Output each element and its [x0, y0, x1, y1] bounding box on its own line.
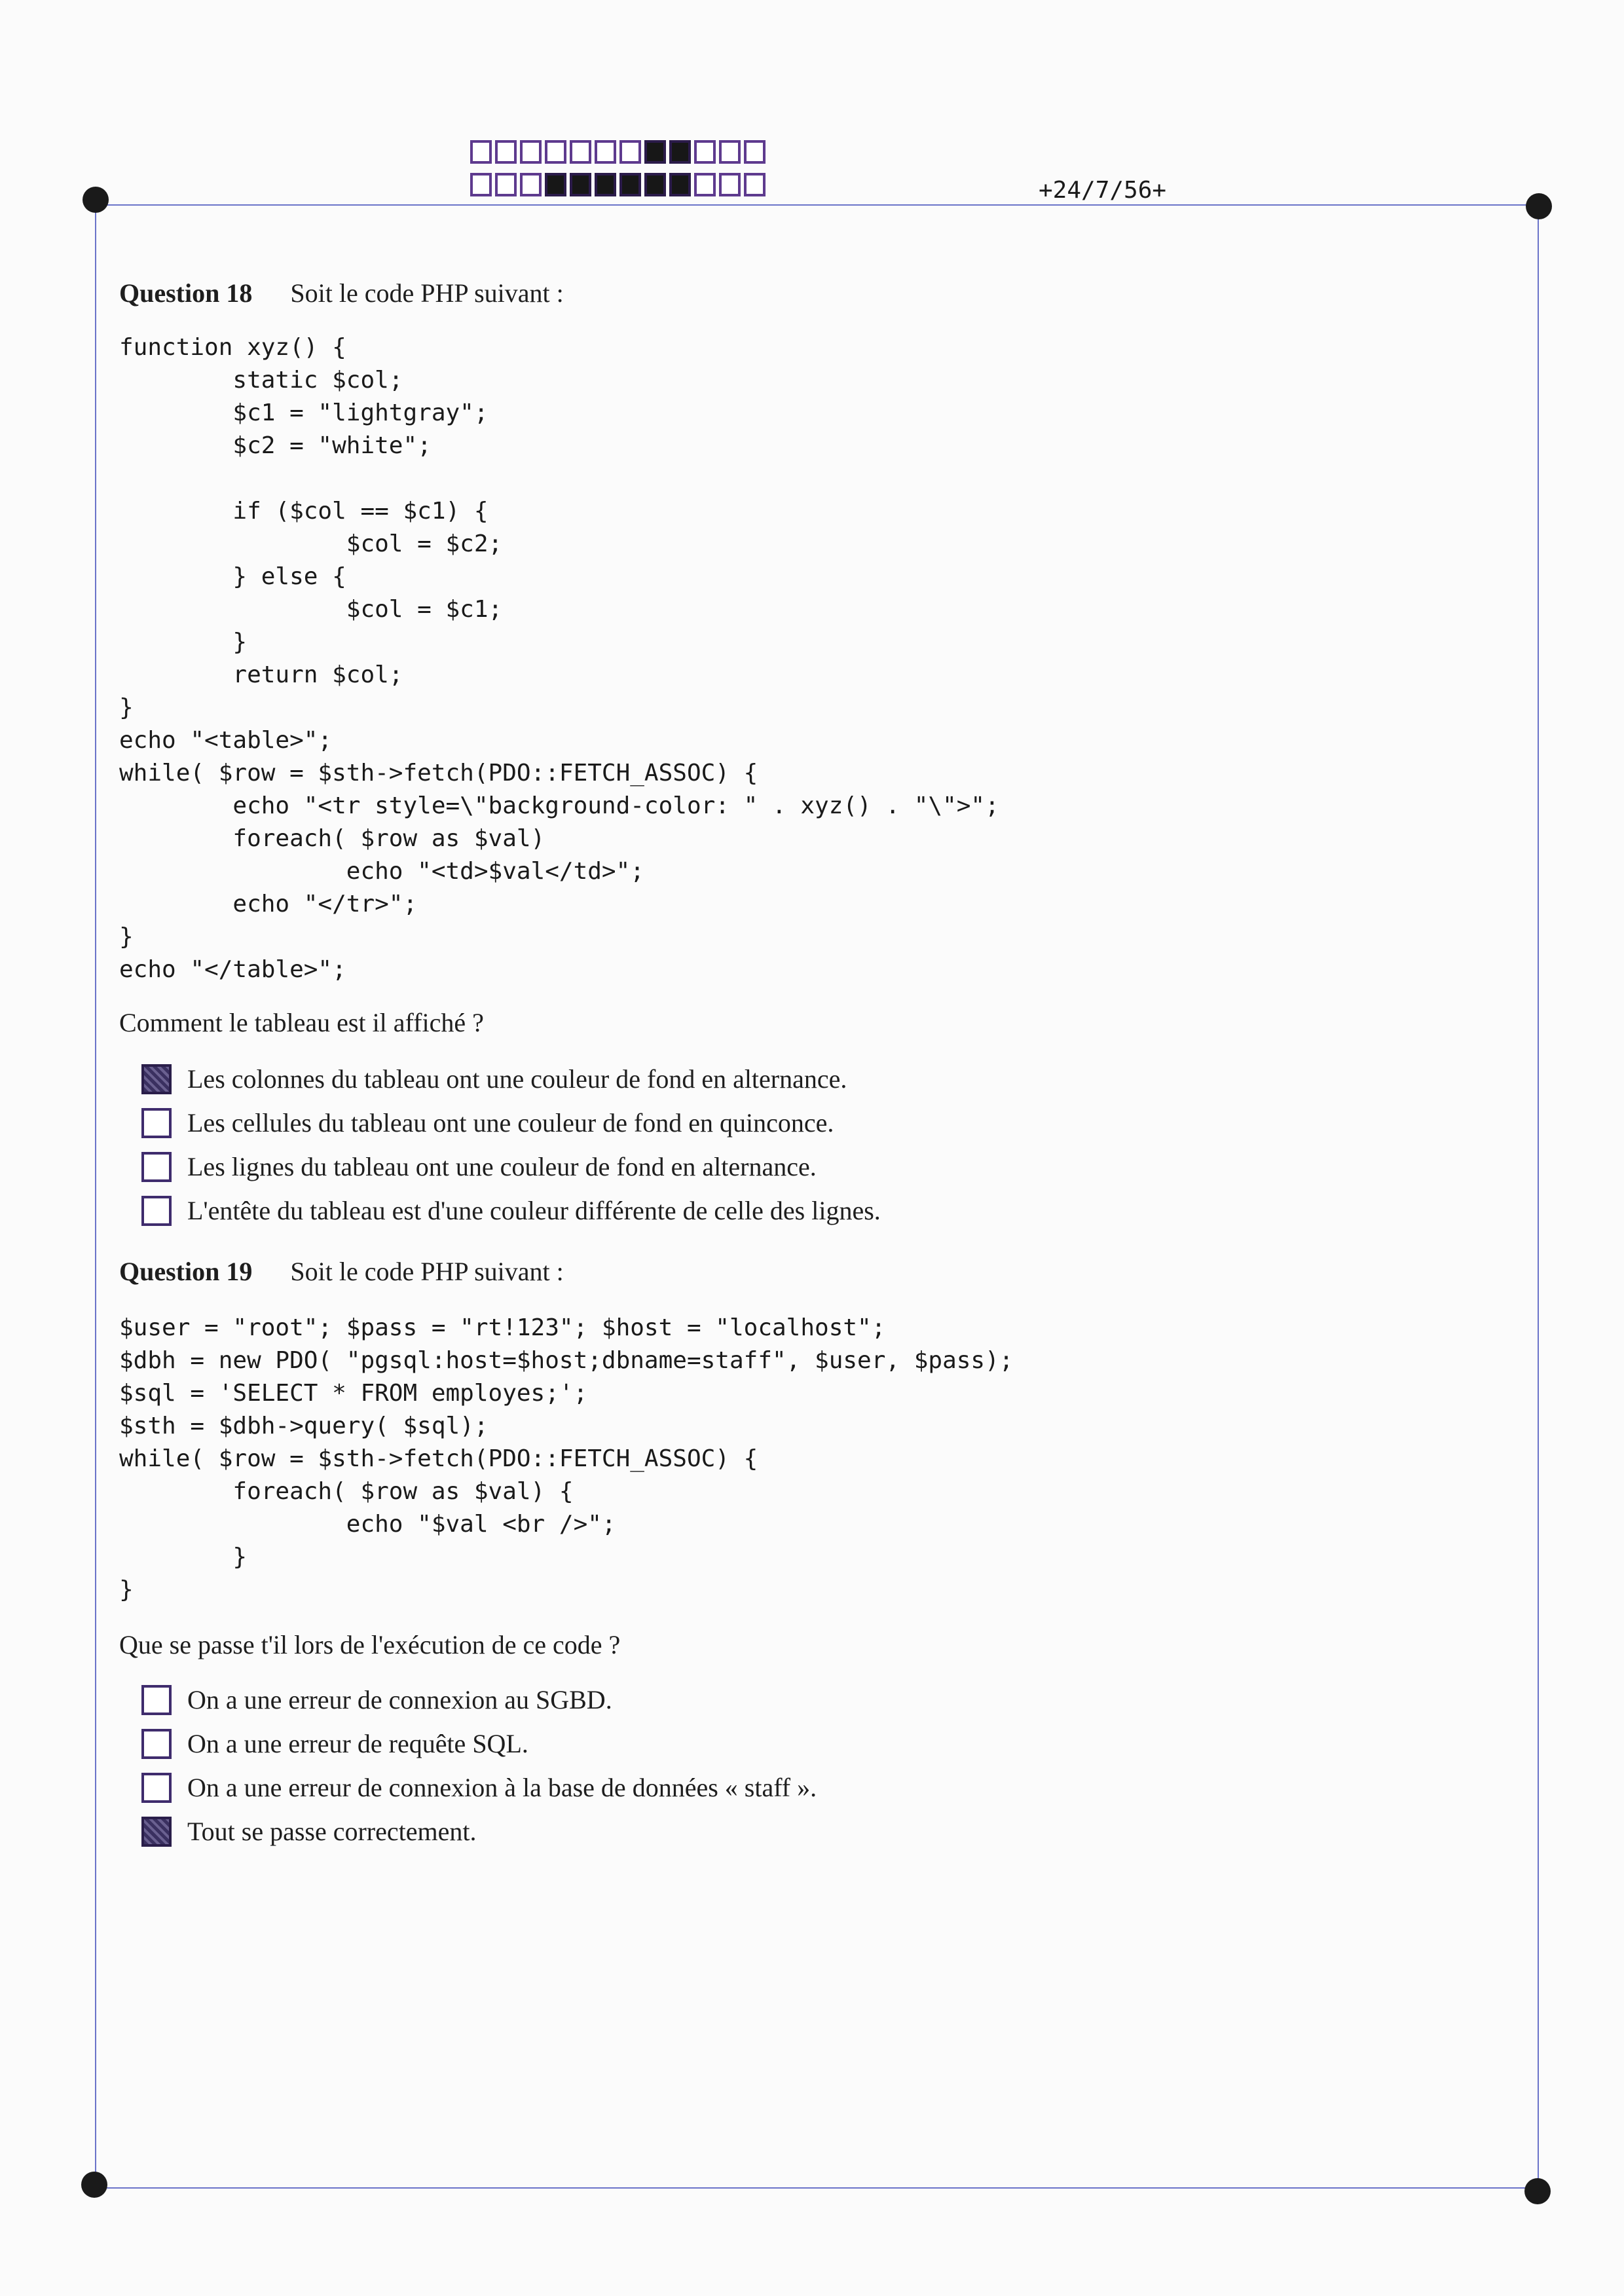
- answer-label: Tout se passe correctement.: [187, 1817, 477, 1846]
- id-box: [570, 173, 591, 196]
- id-box: [595, 140, 616, 164]
- id-box: [644, 140, 666, 164]
- corner-mark-bottom-right: [1524, 2178, 1551, 2204]
- id-box: [545, 140, 566, 164]
- question-18-heading: [119, 278, 564, 308]
- answer-label: On a une erreur de connexion au SGBD.: [187, 1685, 612, 1714]
- question-18-answers: [141, 1057, 881, 1232]
- checkbox[interactable]: [141, 1152, 172, 1182]
- answer-option[interactable]: [141, 1766, 817, 1809]
- checkbox[interactable]: [141, 1108, 172, 1138]
- frame-right-line: [1538, 204, 1539, 2189]
- frame-left-line: [95, 204, 96, 2189]
- checkbox[interactable]: [141, 1729, 172, 1759]
- answer-option[interactable]: [141, 1189, 881, 1232]
- question-19-code: $user = "root"; $pass = "rt!123"; $host = "localhost"; $dbh = new PDO( "pgsql:host=$host;dbname=staff", $user, $pass); $sql = 'SELECT * FROM employes;'; $sth = $dbh->query( $sql); while( $row = $sth->fetch(PDO::FETCH_ASSOC) { foreach( $row as $val) { echo "$val <br />"; } }: [119, 1314, 1014, 1603]
- answer-label: Les lignes du tableau ont une couleur de fond en alternance.: [187, 1152, 817, 1181]
- answer-label: Les cellules du tableau ont une couleur de fond en quinconce.: [187, 1108, 834, 1138]
- question-19-heading: [119, 1256, 564, 1287]
- frame-bottom-line: [95, 2187, 1539, 2189]
- page-code: +24/7/56+: [1039, 177, 1167, 204]
- id-box: [719, 173, 741, 196]
- answer-option[interactable]: [141, 1722, 817, 1766]
- corner-mark-bottom-left: [81, 2172, 107, 2198]
- id-box: [470, 173, 492, 196]
- checkbox[interactable]: [141, 1685, 172, 1715]
- id-boxes-row-2: [470, 173, 769, 196]
- answer-option[interactable]: [141, 1057, 881, 1101]
- question-18-label: Question 18: [119, 278, 253, 308]
- id-box: [619, 140, 641, 164]
- id-box: [669, 140, 691, 164]
- id-box: [694, 173, 716, 196]
- answer-label: Les colonnes du tableau ont une couleur de fond en alternance.: [187, 1064, 847, 1094]
- answer-option[interactable]: [141, 1678, 817, 1722]
- frame-top-line: [95, 204, 1539, 206]
- question-19-label: Question 19: [119, 1257, 253, 1286]
- id-box: [719, 140, 741, 164]
- id-boxes-row-1: [470, 140, 769, 164]
- id-box: [545, 173, 566, 196]
- id-box: [595, 173, 616, 196]
- id-box: [744, 140, 766, 164]
- corner-mark-top-left: [83, 187, 109, 213]
- id-box: [570, 140, 591, 164]
- id-box: [495, 140, 517, 164]
- answer-label: On a une erreur de requête SQL.: [187, 1729, 528, 1758]
- id-box: [520, 173, 542, 196]
- id-box: [470, 140, 492, 164]
- question-18-code: function xyz() { static $col; $c1 = "lightgray"; $c2 = "white"; if ($col == $c1) { $col = $c2; } else { $col = $c1; } return $col; } echo "<table>"; while( $row = $sth->fetch(PDO::FETCH_ASSOC) { echo "<tr style=\"background-color: " . xyz() . "\">"; foreach( $row as $val) echo "<td>$val</td>"; echo "</tr>"; } echo "</table>";: [119, 334, 999, 983]
- corner-mark-top-right: [1526, 193, 1552, 219]
- answer-option[interactable]: [141, 1145, 881, 1189]
- checked-checkbox[interactable]: [141, 1817, 172, 1847]
- id-box: [495, 173, 517, 196]
- id-box: [744, 173, 766, 196]
- id-box: [619, 173, 641, 196]
- question-19-answers: [141, 1678, 817, 1853]
- checkbox[interactable]: [141, 1773, 172, 1803]
- id-box: [669, 173, 691, 196]
- id-box: [520, 140, 542, 164]
- question-19-prompt: Que se passe t'il lors de l'exécution de ce code ?: [119, 1630, 621, 1659]
- answer-option[interactable]: [141, 1101, 881, 1145]
- question-19-intro: Soit le code PHP suivant :: [290, 1257, 564, 1286]
- answer-label: L'entête du tableau est d'une couleur différente de celle des lignes.: [187, 1196, 881, 1225]
- id-box: [644, 173, 666, 196]
- checked-checkbox[interactable]: [141, 1064, 172, 1094]
- checkbox[interactable]: [141, 1196, 172, 1226]
- id-box: [694, 140, 716, 164]
- answer-label: On a une erreur de connexion à la base de données « staff ».: [187, 1773, 817, 1802]
- answer-option[interactable]: [141, 1809, 817, 1853]
- question-18-prompt: Comment le tableau est il affiché ?: [119, 1008, 484, 1037]
- question-18-intro: Soit le code PHP suivant :: [290, 278, 564, 308]
